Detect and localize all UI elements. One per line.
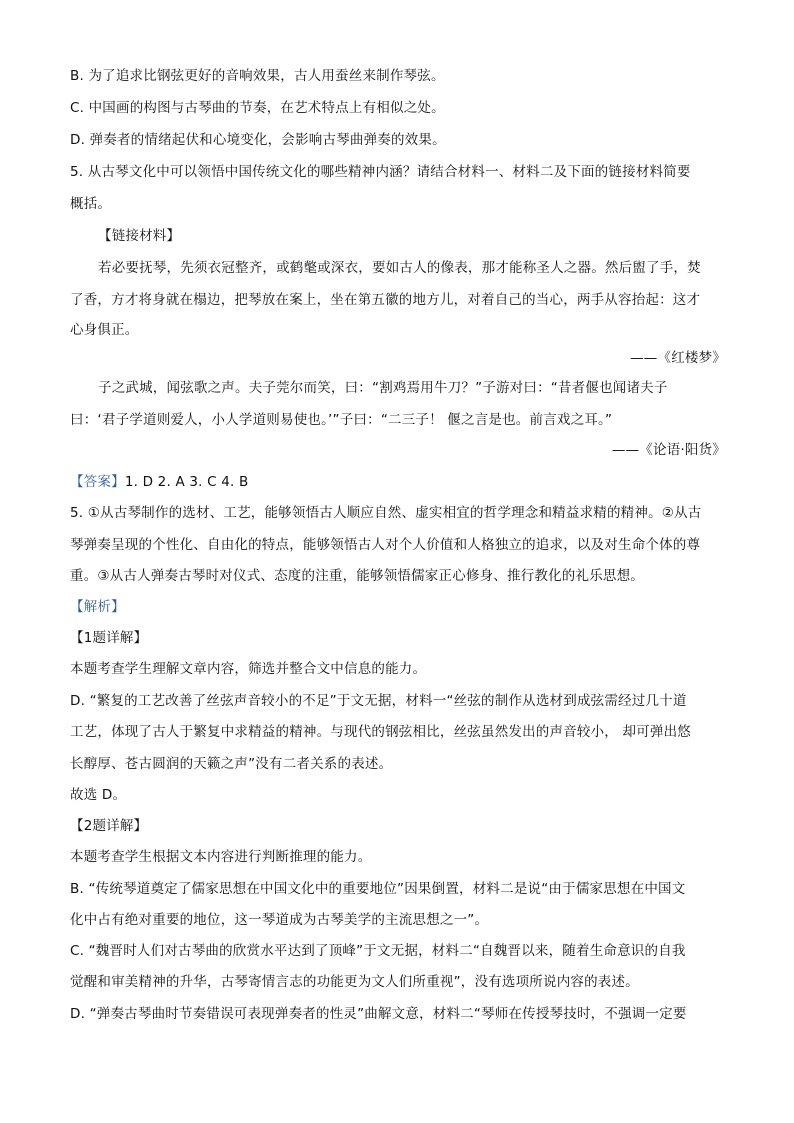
q1-choice: 故选 D。 — [70, 787, 127, 803]
option-d-text: D. 弹奏者的情绪起伏和心境变化，会影响古琴曲弹奏的效果。 — [70, 132, 446, 148]
link-material-para2-cont: 曰：‘君子学道则爱人，小人学道则易使也。’”子曰：“二三子！ 偃之言是也。前言戏之耳。” — [70, 412, 613, 428]
answer-5-text-cont: 琴弹奏呈现的个性化、自由化的特点，能够领悟古人对个人价值和人格独立的追求，以及对生命个体的尊 — [70, 537, 701, 553]
link-material-para2: 子之武城，闻弦歌之声。夫子莞尔而笑，曰：“割鸡焉用牛刀？”子游对曰：“昔者偃也闻诸夫子 — [98, 380, 668, 396]
q2-detail-heading: 【2题详解】 — [70, 818, 148, 834]
analysis-tag: 【解析】 — [70, 599, 125, 615]
q2-detail-b: B. “传统琴道奠定了儒家思想在中国文化中的重要地位”因果倒置，材料二是说“由于儒家思想在中国文 — [70, 881, 686, 897]
q2-detail-intro: 本题考查学生根据文本内容进行判断推理的能力。 — [70, 849, 372, 865]
q1-detail-d-cont: 工艺，体现了古人于繁复中求精益的精神。与现代的钢弦相比，丝弦虽然发出的声音较小， 却可弹出悠 — [70, 724, 691, 740]
question-5-text: 5. 从古琴文化中可以领悟中国传统文化的哪些精神内涵？请结合材料一、材料二及下面的链接材料简要 — [70, 164, 691, 180]
q2-detail-c-cont: 觉醒和审美精神的升华，古琴寄情言志的功能更为文人们所重视”，没有选项所说内容的表述。 — [70, 974, 639, 990]
option-b-text: B. 为了追求比钢弦更好的音响效果，古人用蚕丝来制作琴弦。 — [70, 68, 445, 84]
q2-detail-b-cont: 化中占有绝对重要的地位，这一琴道成为古琴美学的主流思想之一”。 — [70, 912, 489, 928]
q1-detail-heading: 【1题详解】 — [70, 630, 148, 646]
q2-detail-c: C. “魏晋时人们对古琴曲的欣赏水平达到了顶峰”于文无据，材料二“自魏晋以来，随着生命意识的自我 — [70, 943, 686, 959]
q1-detail-intro: 本题考查学生理解文章内容，筛选并整合文中信息的能力。 — [70, 661, 427, 677]
link-material-para1: 若必要抚琴，先须衣冠整齐，或鹤氅或深衣，要如古人的像表，那才能称圣人之器。然后盥了手，焚 — [98, 260, 701, 276]
source-lunyu: ——《论语·阳货》 — [611, 442, 726, 458]
q1-detail-d: D. “繁复的工艺改善了丝弦声音较小的不足”于文无据，材料一“丝弦的制作从选材到成弦需经过几十道 — [70, 693, 687, 709]
answer-values: 1. D 2. A 3. C 4. B — [124, 474, 249, 490]
link-material-para1-cont: 了香，方才将身就在榻边，把琴放在案上，坐在第五徽的地方儿，对着自己的当心，两手从容抬起：这才 — [70, 292, 701, 308]
option-c-text: C. 中国画的构图与古琴曲的节奏，在艺术特点上有相似之处。 — [70, 100, 445, 116]
link-material-heading: 【链接材料】 — [98, 228, 181, 244]
question-5-text-cont: 概括。 — [70, 196, 112, 212]
source-honglou: ——《红楼梦》 — [630, 350, 726, 366]
answer-tag: 【答案】 — [70, 474, 125, 490]
q2-detail-d: D. “弹奏古琴曲时节奏错误可表现弹奏者的性灵”曲解文意，材料二“琴师在传授琴技时，不强调一定要 — [70, 1006, 687, 1022]
link-material-para1-end: 心身俱正。 — [70, 322, 139, 338]
q1-detail-d-end: 长醇厚、苍古圆润的天籁之声”没有二者关系的表述。 — [70, 756, 393, 772]
answer-line — [70, 472, 249, 492]
answer-5-text-end: 重。③从古人弹奏古琴时对仪式、态度的注重，能够领悟儒家正心修身、推行教化的礼乐思想。 — [70, 568, 645, 584]
answer-5-text: 5. ①从古琴制作的选材、工艺，能够领悟古人顺应自然、虚实相宜的哲学理念和精益求精的精神。②从古 — [70, 505, 702, 521]
